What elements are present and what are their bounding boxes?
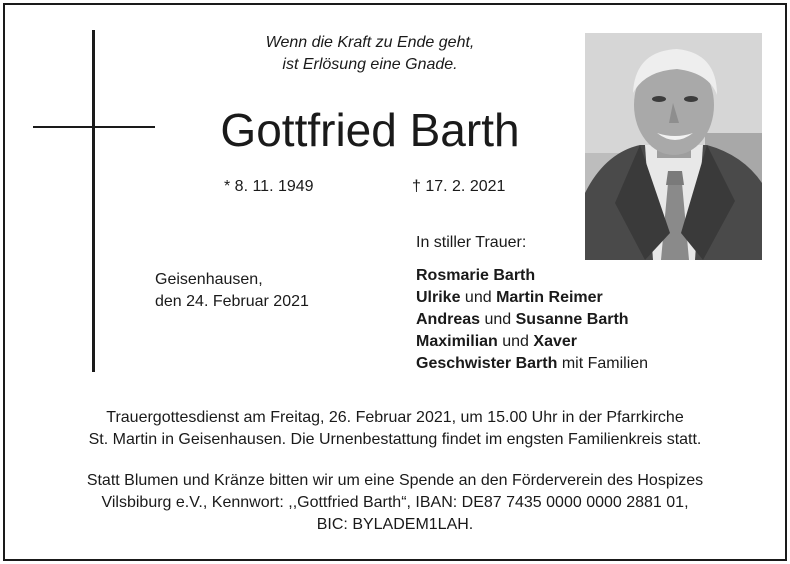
birth-date: * 8. 11. 1949 [224, 178, 314, 195]
mourners-label: In stiller Trauer: [416, 234, 527, 251]
mourner-name: Martin Reimer [496, 289, 603, 306]
cross-icon [92, 30, 95, 372]
mourner-name: Maximilian [416, 333, 498, 350]
list-item [416, 353, 648, 375]
service-line: St. Martin in Geisenhausen. Die Urnenbestattung findet im engsten Familienkreis statt. [88, 431, 702, 448]
list-item [416, 287, 648, 309]
motto-line: ist Erlösung eine Gnade. [282, 56, 458, 73]
mourner-name: Susanne Barth [515, 311, 629, 328]
place-line: Geisenhausen, [155, 271, 263, 288]
conjunction: und [480, 311, 516, 328]
mourner-name: Rosmarie Barth [416, 267, 536, 284]
mourner-name: Xaver [533, 333, 577, 350]
place-and-date [155, 269, 309, 313]
death-date: † 17. 2. 2021 [412, 178, 506, 195]
deceased-name: Gottfried Barth [220, 104, 520, 156]
mourners-list [416, 265, 648, 375]
date-line: den 24. Februar 2021 [155, 293, 309, 310]
service-line: Trauergottesdienst am Freitag, 26. Februar 2021, um 15.00 Uhr in der Pfarrkirche [106, 409, 684, 426]
conjunction: und [497, 333, 534, 350]
list-item [416, 309, 648, 331]
list-item [416, 265, 648, 287]
portrait-photo [585, 33, 762, 260]
suffix: mit Familien [557, 355, 649, 372]
mourner-name: Geschwister Barth [416, 355, 558, 372]
mourner-name: Andreas [416, 311, 481, 328]
cross-icon-bar [33, 126, 155, 128]
donation-info [20, 470, 770, 536]
list-item [416, 331, 648, 353]
motto-line: Wenn die Kraft zu Ende geht, [265, 34, 475, 51]
donation-line: BIC: BYLADEM1LAH. [316, 516, 474, 533]
donation-line: Statt Blumen und Kränze bitten wir um eine Spende an den Förderverein des Hospizes [86, 472, 704, 489]
service-info [20, 407, 770, 451]
conjunction: und [460, 289, 497, 306]
donation-line: Vilsbiburg e.V., Kennwort: ,,Gottfried Barth“, IBAN: DE87 7435 0000 0000 2881 01, [101, 494, 689, 511]
mourner-name: Ulrike [416, 289, 461, 306]
motto [200, 32, 540, 76]
